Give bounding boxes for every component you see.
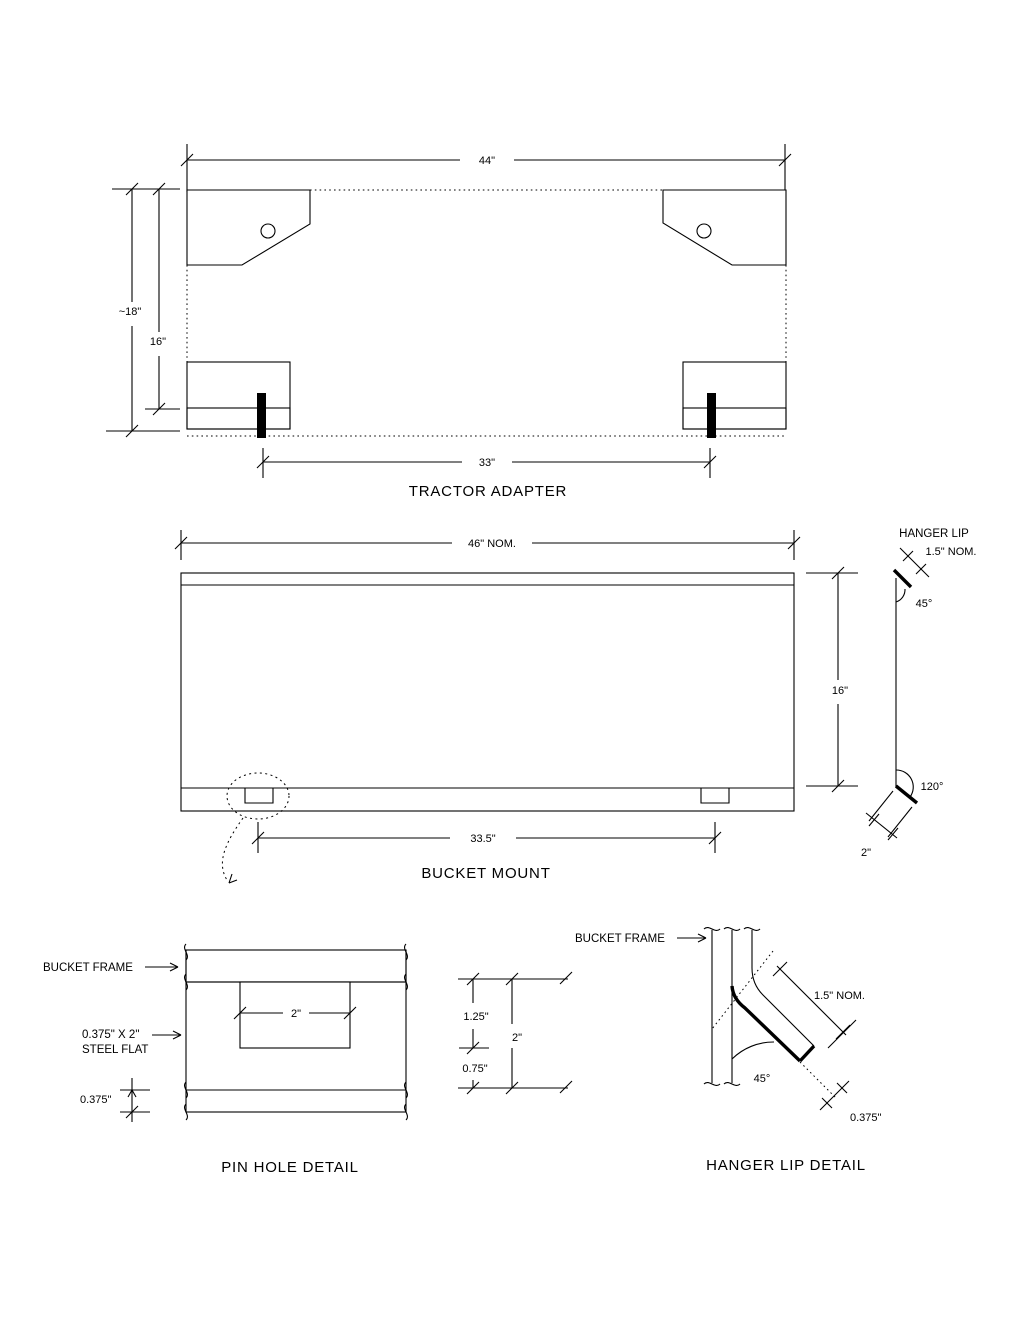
profile-120-text: 120° [920,781,944,793]
dim-125-text: 1.25" [463,1011,489,1023]
dim-16-bucket [806,567,858,792]
dim-15-lip-text: 1.5" NOM. [814,990,865,1002]
dim-0375-lip-text: 0.375" [850,1112,882,1124]
steel-flat-label-2: STEEL FLAT [82,1044,149,1056]
dim-2-flange [861,791,912,859]
dim-16-adapter [145,183,180,415]
dim-0375-text: 0.375" [80,1094,112,1106]
dim-44 [181,144,791,192]
lip-outer-edge [752,930,814,1046]
adapter-plate-left [187,190,310,265]
adapter-lower-left [187,362,290,438]
steel-flat-label-1: 0.375" X 2" [82,1029,140,1041]
dim-18-text: ~18" [118,306,142,318]
dim-2-hole-text: 2" [290,1008,302,1020]
pin-hole-detail-view [43,944,407,1176]
dim-16-text: 16" [149,336,167,348]
hanger-lip-profile [861,528,977,859]
plate-hole-left [261,224,275,238]
hanger-lip-label: HANGER LIP [899,528,969,540]
dim-0375-lip [800,1062,882,1124]
dim-0375-flat [80,1078,150,1122]
pin-hole-detail-title: PIN HOLE DETAIL [221,1159,359,1176]
dim-16-bucket-text: 16" [831,685,849,697]
bucket-frame-band [186,950,406,982]
adapter-lower-right [683,362,786,438]
hanger-lip-detail-title: HANGER LIP DETAIL [706,1157,866,1174]
plate-hole-right [697,224,711,238]
dim-44-text: 44" [478,155,496,167]
profile-lip-size: 1.5" NOM. [925,546,977,558]
bucket-frame-callout-2 [575,933,706,945]
dim-075-text: 0.75" [462,1063,488,1075]
pin-left [257,393,266,438]
dim-18 [106,183,180,437]
pin-right [707,393,716,438]
dim-33-5 [252,822,721,853]
lip-tip [800,1046,814,1061]
detail-45-text: 45° [753,1073,771,1085]
profile-45-text: 45° [915,598,933,610]
dim-33 [257,448,716,478]
tractor-adapter-title: TRACTOR ADAPTER [408,483,568,500]
dim-2-flange-text: 2" [860,847,872,859]
dim-33-5-text: 33.5" [470,833,496,845]
dim-2-total-text: 2" [511,1032,523,1044]
bucket-mount-body [181,573,794,811]
hanger-lip-detail-view [575,928,882,1174]
bucket-mount-view [175,530,858,883]
dimension-ladder [458,972,572,1094]
bucket-mount-title: BUCKET MOUNT [421,865,551,882]
bucket-frame-callout [43,962,178,974]
bucket-frame-label-2: BUCKET FRAME [575,933,665,945]
dim-46-text: 46" NOM. [468,538,516,550]
bucket-frame-label: BUCKET FRAME [43,962,133,974]
steel-flat-callout [82,1029,181,1056]
dim-46 [175,530,800,560]
tractor-adapter-view [106,144,791,500]
adapter-plate-right [663,190,786,265]
dim-33-text: 33" [478,457,496,469]
